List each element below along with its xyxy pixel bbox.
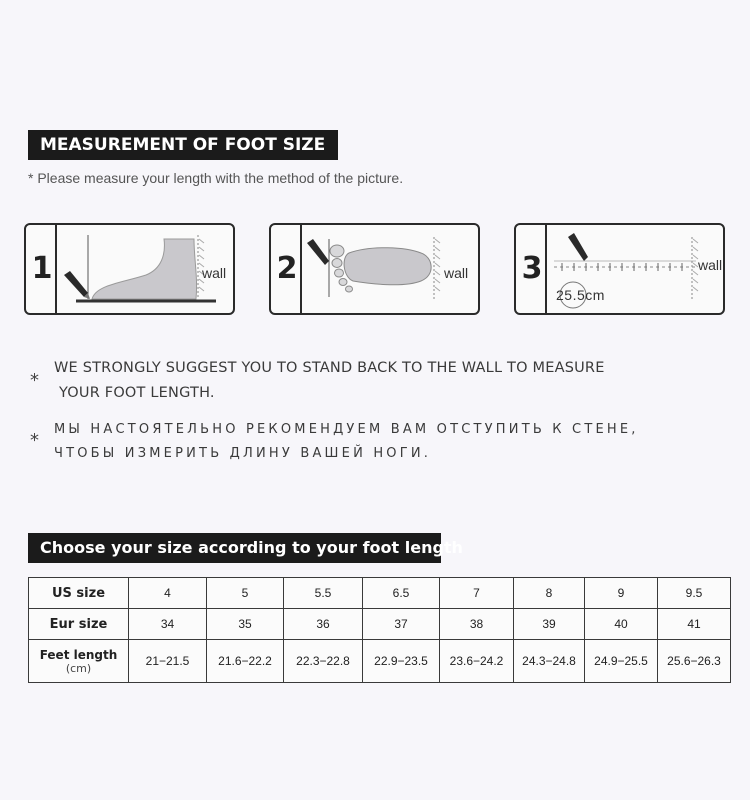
- measurement-value: 25.5cm: [556, 287, 605, 303]
- measurement-instruction: * Please measure your length with the method of the picture.: [28, 170, 404, 186]
- row-header-eur-size: Eur size: [29, 609, 129, 640]
- english-note-line-1: WE STRONGLY SUGGEST YOU TO STAND BACK TO THE WALL TO MEASURE: [54, 360, 605, 376]
- table-cell: 4: [129, 578, 207, 609]
- russian-note-line-2: ЧТОБЫ ИЗМЕРИТЬ ДЛИНУ ВАШЕЙ НОГИ.: [54, 446, 432, 461]
- table-cell: 25.6−26.3: [658, 640, 731, 683]
- row-header-feet-length: [29, 640, 129, 683]
- table-cell: 35: [207, 609, 284, 640]
- eur-size-row: [29, 609, 731, 640]
- step-2-number: 2: [276, 251, 298, 286]
- table-cell: 24.9−25.5: [585, 640, 658, 683]
- ruler-icon: [516, 225, 725, 315]
- feet-length-row: [29, 640, 731, 683]
- table-cell: 8: [514, 578, 585, 609]
- table-cell: 36: [284, 609, 363, 640]
- table-cell: 21.6−22.2: [207, 640, 284, 683]
- step-3-number: 3: [521, 251, 543, 286]
- us-size-row: [29, 578, 731, 609]
- size-section-title: Choose your size according to your foot length: [28, 533, 441, 563]
- table-cell: 40: [585, 609, 658, 640]
- table-cell: 24.3−24.8: [514, 640, 585, 683]
- table-cell: 41: [658, 609, 731, 640]
- measurement-title: MEASUREMENT OF FOOT SIZE: [28, 130, 338, 160]
- asterisk: *: [30, 430, 39, 451]
- wall-label: wall: [698, 257, 723, 273]
- table-cell: 22.9−23.5: [363, 640, 440, 683]
- feet-length-unit: (cm): [65, 661, 92, 675]
- table-cell: 5: [207, 578, 284, 609]
- size-chart-table: [28, 577, 731, 683]
- table-cell: 38: [440, 609, 514, 640]
- row-header-us-size: US size: [29, 578, 129, 609]
- table-cell: 5.5: [284, 578, 363, 609]
- table-cell: 7: [440, 578, 514, 609]
- table-cell: 6.5: [363, 578, 440, 609]
- table-cell: 9.5: [658, 578, 731, 609]
- table-cell: 22.3−22.8: [284, 640, 363, 683]
- step-1-number: 1: [31, 251, 53, 286]
- table-cell: 23.6−24.2: [440, 640, 514, 683]
- step-1-illustration: [24, 223, 235, 315]
- wall-label: wall: [444, 265, 469, 281]
- table-cell: 21−21.5: [129, 640, 207, 683]
- russian-note-line-1: МЫ НАСТОЯТЕЛЬНО РЕКОМЕНДУЕМ ВАМ ОТСТУПИТЬ К СТЕНЕ,: [54, 422, 639, 437]
- feet-length-label: Feet length: [39, 647, 118, 662]
- step-2-illustration: [269, 223, 480, 315]
- step-3-illustration: [514, 223, 725, 315]
- english-note-line-2: YOUR FOOT LENGTH.: [59, 385, 215, 401]
- asterisk: *: [30, 370, 39, 391]
- table-cell: 37: [363, 609, 440, 640]
- table-cell: 34: [129, 609, 207, 640]
- table-cell: 39: [514, 609, 585, 640]
- table-cell: 9: [585, 578, 658, 609]
- wall-label: wall: [202, 265, 227, 281]
